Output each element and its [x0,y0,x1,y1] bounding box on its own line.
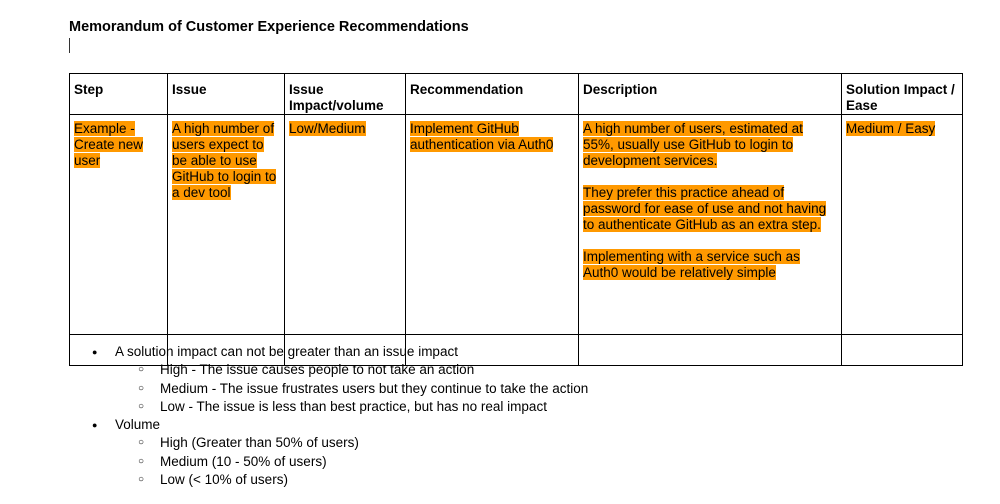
table-row [70,115,963,335]
header-solution-impact-ease: Solution Impact / Ease [842,74,963,115]
header-step: Step [70,74,168,115]
list-item: ● Volume [92,416,588,434]
issue-text: A high number of users expect to be able to use GitHub to login to a dev tool [172,121,277,200]
list-subitem: ○ Medium - The issue frustrates users but they continue to take the action [92,380,588,398]
header-issue-impact-volume: Issue Impact/volume [285,74,406,115]
description-paragraph: A high number of users, estimated at 55%, usually use GitHub to login to development services. [583,121,803,168]
list-subitem: ○ Medium (10 - 50% of users) [92,453,588,471]
header-issue: Issue [168,74,285,115]
recommendation-text: Implement GitHub authentication via Auth0 [410,121,554,152]
list-subitem: ○ Low (< 10% of users) [92,471,588,489]
step-text: Example - Create new user [74,121,144,168]
cell-recommendation[interactable] [406,115,579,335]
description-paragraph: They prefer this practice ahead of password for ease of use and not having to authenticate GitHub as an extra step. [583,185,827,232]
cell-description[interactable] [579,115,842,335]
recommendations-table [69,73,963,366]
list-item: ● A solution impact can not be greater than an issue impact [92,343,588,361]
empty-cell[interactable] [579,335,842,366]
table-header-row [70,74,963,115]
notes-list [92,343,588,489]
solution-text: Medium / Easy [846,121,936,136]
text-cursor [69,38,70,53]
empty-cell[interactable] [842,335,963,366]
impact-volume-text: Low/Medium [289,121,366,136]
list-subitem: ○ Low - The issue is less than best practice, but has no real impact [92,398,588,416]
cell-solution[interactable] [842,115,963,335]
list-subitem: ○ High (Greater than 50% of users) [92,434,588,452]
description-paragraph: Implementing with a service such as Auth0 would be relatively simple [583,249,800,280]
cell-impact-volume[interactable] [285,115,406,335]
list-subitem: ○ High - The issue causes people to not take an action [92,361,588,379]
header-description: Description [579,74,842,115]
cell-issue[interactable] [168,115,285,335]
cell-step[interactable] [70,115,168,335]
document-title: Memorandum of Customer Experience Recommendations [69,19,469,35]
header-recommendation: Recommendation [406,74,579,115]
